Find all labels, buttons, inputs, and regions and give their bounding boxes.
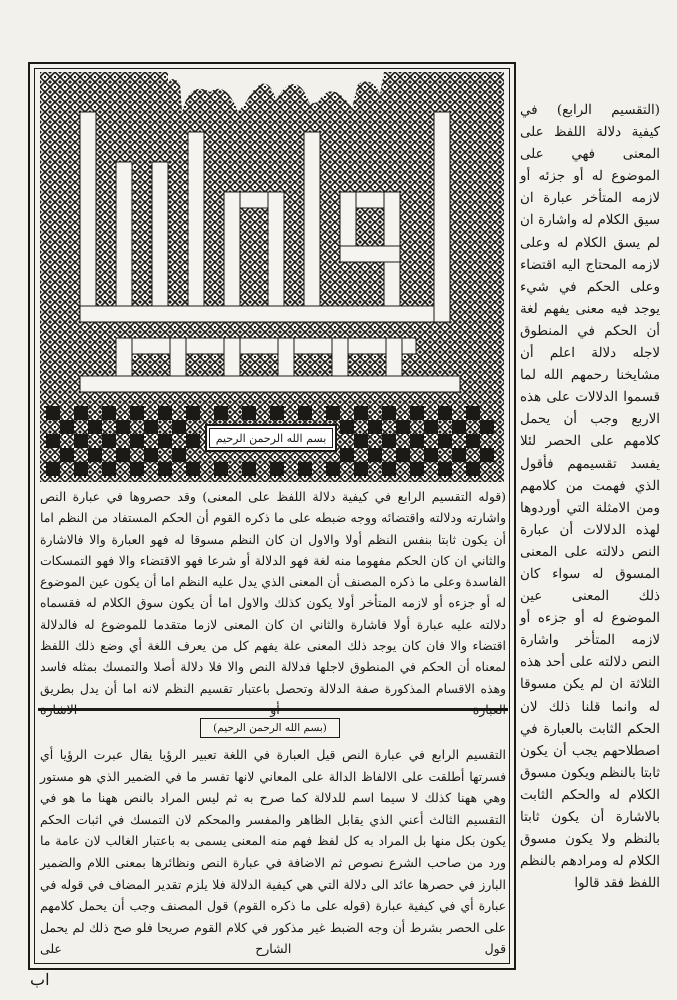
sub-basmala: (بسم الله الرحمن الرحيم) bbox=[213, 722, 327, 734]
sub-commentary bbox=[40, 744, 506, 960]
sub-paragraph: التقسيم الرابع في عبارة النص قيل العبارة في اللغة تعبير الرؤيا يقال عبرت الرؤيا أي فسرتها أطلقت على الالفاظ الدالة على المعاني لانها تفسر ما في الضمير الذي هو مستور وهي ههنا كذلك لا سيما اسم للدلالة كما صرح به ثم ليس المراد بالنص ههنا ما هو في التقسيم الثالث أعني الذي يقابل الظاهر والمفسر والمحكم لان التمسك في اثبات الحكم يكون بكل منها بل المراد به كل لفظ فهم منه المعنى يسمى به باعتبار الغالب لان عامة ما ورد من صاحب الشرع نصوص ثم الاضافة في عبارة النص ونظائرها بمعنى اللام والضمير البارز في حصرها عائد الى دلالة التي هي كيفية الدلالة فلا يلزم تقدير المضاف في قوله في عبارة أي في كيفية عبارة (قوله على ما ذكره القوم) قول المصنف وجب أن يحمل كلامهم على الحصر بشرط أن وجه الضبط غير مذكور في كلام القوم صريحا فلو صح ذلك لم يحمل قول الشارح على bbox=[40, 747, 506, 957]
main-paragraph: (قوله التقسيم الرابع في كيفية دلالة اللفظ على المعنى) وقد حصروها في عبارة النص واشارته ودلالته واقتضائه ووجه ضبطه على ما ذكره القوم أن الحكم المستفاد من النظم اما أن يكون ثابتا بنفس النظم أولا والاول ان كان النظم مسوقا له فهو العبارة والا فالاشارة والثاني ان كان الحكم مفهوما منه لغة فهو الدلالة أو شرعا فهو الاقتضاء والا فهو التمسكات الفاسدة وعلى ما ذكره المصنف أن المعنى الذي يدل عليه النظم اما أن يكون عين الموضوع له أو جزءه أو لازمه المتأخر أولا يكون كذلك والاول اما أن يكون سوق الكلام له فقسماه دلالته عليه عبارة أولا فاشارة والثاني ان كان المعنى لازما متقدما للموضوع له فالدلالة اقتضاء والا فان كان يوجد ذلك المعنى علة يفهم كل من يعرف اللغة أي وضع ذلك اللفظ لمعناه أن الحكم في المنطوق لاجلها فدلالة النص والا فلا دلالة أصلا والتمسك بمثله فاسد وهذه الاقسام المذكورة صفة الدلالة وتحصل باعتبار تقسيم النظم لانه اما أن يدل بطريق bbox=[40, 489, 506, 696]
sub-basmala-box bbox=[200, 718, 340, 738]
section-divider bbox=[38, 708, 508, 711]
banner-basmala-box bbox=[205, 424, 337, 452]
margin-commentary bbox=[520, 100, 660, 965]
margin-text: (التقسيم الرابع) في كيفية دلالة اللفظ على المعنى فهي على الموضوع له أو جزئه أو لازمه المتأخر عبارة ان سيق الكلام له واشارة ان لم يسق الكلام له وعلى لازمه المحتاج اليه اقتضاء وعلى الحكم في شيء يوجد فيه معنى يفهم لغة أن الحكم في المنطوق لاجله دلالة اعلم أن مشايخنا رحمهم الله لما قسموا الدلالات على هذه الاربع وجب أن يحمل كلامهم على الحصر لئلا يفسد تقسيمهم فأقول الذي فهمت من كلامهم ومن الامثلة التي أوردوها لهذه الدلالات أن عبارة النص دلالته على المعنى المسوق له سواء كان ذلك المعنى عين الموضوع له أو جزءه أو لازمه المتأخر واشارة النص دلالته على أحد هذه الثلاثة ان لم يكن مسوقا له وانما قلنا ذلك لان الحكم الثابت بالعبارة في اصطلاحهم يجب أن يكون ثابتا بالنظم ويكون مسوق الكلام له والحكم الثابت بالاشارة أن يكون ثابتا بالنظم ولا يكون مسوق الكلام له ومرادهم بالنظم اللفظ فقد قالوا bbox=[520, 103, 660, 892]
main-commentary bbox=[40, 486, 506, 720]
banner-basmala: بسم الله الرحمن الرحيم bbox=[215, 431, 327, 445]
page-number: اب bbox=[30, 970, 50, 989]
kufic-banner bbox=[40, 72, 504, 482]
